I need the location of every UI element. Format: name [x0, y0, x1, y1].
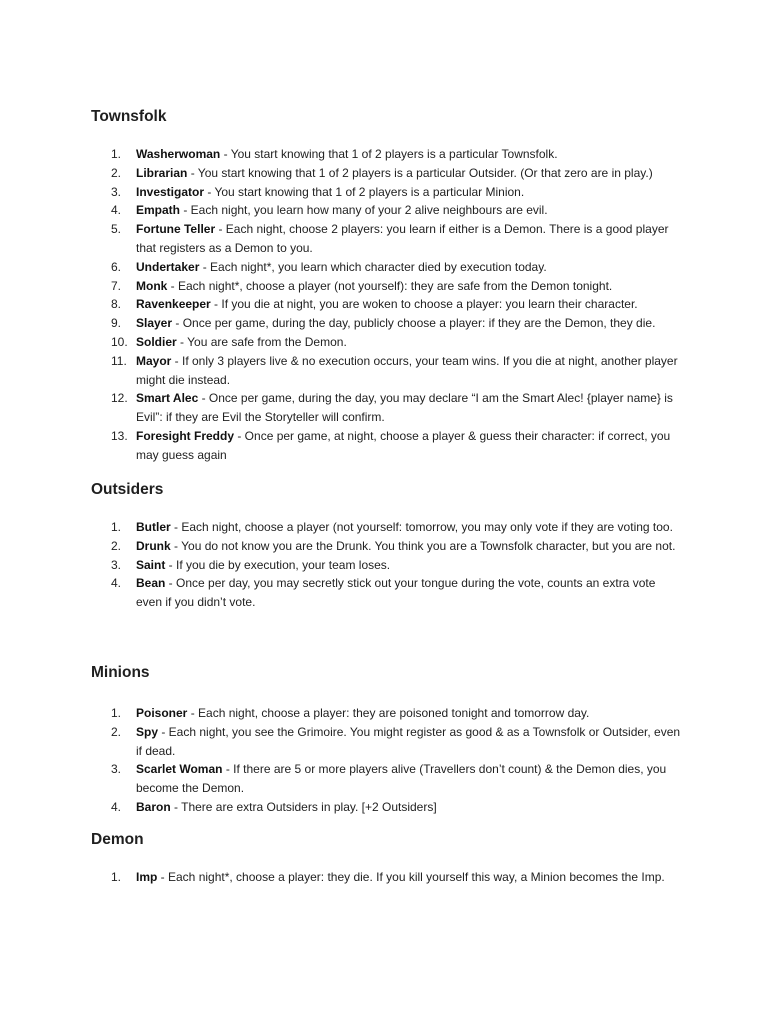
- role-list-item: [91, 389, 681, 427]
- role-description: - Each night, you learn how many of your 2 alive neighbours are evil.: [180, 203, 548, 218]
- outsiders-list: [91, 518, 691, 612]
- role-description: - You are safe from the Demon.: [176, 334, 347, 349]
- role-name: Spy: [136, 724, 159, 739]
- role-list-item: [91, 164, 681, 183]
- role-name: Baron: [136, 799, 171, 814]
- role-name: Undertaker: [136, 259, 200, 274]
- role-name: Drunk: [136, 538, 171, 553]
- role-name: Saint: [136, 557, 166, 572]
- role-name: Slayer: [136, 316, 173, 331]
- role-description: - Each night*, choose a player: they die. If you kill yourself this way, a Minion becomes the Imp.: [157, 870, 665, 884]
- list-number: 10.: [111, 334, 128, 349]
- role-description: - If you die by execution, your team loses.: [165, 557, 391, 572]
- role-description: - Each night, you see the Grimoire. You might register as good & as a Townsfolk or Outsider, even if dead.: [136, 724, 681, 758]
- demon-section: [91, 830, 691, 887]
- role-description: - Once per game, during the day, you may declare “I am the Smart Alec! {player name} is Evil”: if they are Evil the Storyteller will confirm.: [136, 391, 673, 425]
- townsfolk-section: [91, 107, 691, 465]
- role-description: - Once per day, you may secretly stick out your tongue during the vote, counts an extra vote even if you didn’t vote.: [136, 576, 656, 610]
- role-list-item: [91, 314, 681, 333]
- role-description: - If you die at night, you are woken to choose a player: you learn their character.: [210, 297, 638, 312]
- list-number: 1.: [111, 147, 122, 161]
- role-name: Soldier: [136, 334, 177, 349]
- section-heading-demon: Demon: [91, 831, 144, 848]
- role-description: - Once per game, during the day, publicly choose a player: if they are the Demon, they die.: [172, 316, 656, 331]
- role-list-item: [91, 220, 681, 258]
- list-number: 1.: [111, 870, 122, 884]
- list-number: 8.: [111, 297, 122, 312]
- section-heading-minions: Minions: [91, 664, 150, 681]
- role-name: Librarian: [136, 165, 188, 180]
- section-heading-outsiders: Outsiders: [91, 481, 164, 498]
- role-description: - Each night, choose a player: they are poisoned tonight and tomorrow day.: [187, 706, 590, 720]
- list-number: 4.: [111, 576, 122, 591]
- role-list-item: [91, 868, 681, 887]
- role-name: Mayor: [136, 353, 172, 368]
- role-name: Foresight Freddy: [136, 428, 235, 443]
- role-description: - Each night, choose 2 players: you learn if either is a Demon. There is a good player that registers as a Demon to you.: [136, 222, 669, 255]
- list-number: 2.: [111, 165, 122, 180]
- role-list-item: [91, 258, 681, 277]
- role-list-item: [91, 704, 681, 723]
- list-number: 4.: [111, 203, 122, 218]
- role-list-item: [91, 518, 681, 537]
- list-number: 4.: [111, 799, 122, 814]
- role-name: Ravenkeeper: [136, 297, 211, 312]
- role-description: - There are extra Outsiders in play. [+2 Outsiders]: [170, 799, 437, 814]
- list-number: 11.: [111, 353, 127, 368]
- role-list-item: [91, 183, 681, 202]
- section-heading-townsfolk: Townsfolk: [91, 108, 167, 125]
- list-number: 3.: [111, 762, 122, 777]
- role-description: - If there are 5 or more players alive (Travellers don’t count) & the Demon dies, you become the Demon.: [136, 762, 667, 796]
- role-list-item: [91, 295, 681, 314]
- role-list-item: [91, 333, 681, 352]
- role-list-item: [91, 145, 681, 164]
- role-description: - You start knowing that 1 of 2 players is a particular Townsfolk.: [220, 147, 558, 161]
- list-number: 1.: [111, 706, 122, 720]
- role-list-item: [91, 556, 681, 575]
- list-number: 12.: [111, 391, 128, 406]
- role-description: - Each night*, choose a player (not yourself): they are safe from the Demon tonight.: [167, 278, 613, 293]
- role-list-item: [91, 537, 681, 556]
- list-number: 3.: [111, 184, 122, 199]
- demon-list: [91, 868, 691, 887]
- list-number: 2.: [111, 724, 122, 739]
- role-description: - If only 3 players live & no execution occurs, your team wins. If you die at night, another player might die instead.: [136, 353, 678, 387]
- role-description: - You start knowing that 1 of 2 players is a particular Minion.: [204, 184, 525, 199]
- role-name: Smart Alec: [136, 391, 199, 406]
- role-name: Butler: [136, 520, 171, 534]
- minions-list: [91, 704, 691, 817]
- role-description: - Once per game, at night, choose a player & guess their character: if correct, you may guess again: [136, 428, 671, 462]
- role-name: Bean: [136, 576, 166, 591]
- list-number: 1.: [111, 520, 122, 534]
- role-list-item: [91, 427, 681, 465]
- role-list-item: [91, 201, 681, 220]
- townsfolk-list: [91, 145, 691, 465]
- role-name: Poisoner: [136, 706, 188, 720]
- role-name: Monk: [136, 278, 168, 293]
- list-number: 13.: [111, 428, 128, 443]
- role-name: Empath: [136, 203, 181, 218]
- role-name: Washerwoman: [136, 147, 221, 161]
- role-name: Investigator: [136, 184, 205, 199]
- list-number: 7.: [111, 278, 122, 293]
- role-description: - Each night*, you learn which character died by execution today.: [199, 259, 547, 274]
- minions-section: [91, 663, 691, 817]
- role-description: - You start knowing that 1 of 2 players is a particular Outsider. (Or that zero are in play.): [187, 165, 653, 180]
- list-number: 5.: [111, 222, 122, 237]
- role-list-item: [91, 723, 681, 761]
- outsiders-section: [91, 480, 691, 612]
- role-list-item: [91, 798, 681, 817]
- role-list-item: [91, 760, 681, 798]
- list-number: 2.: [111, 538, 122, 553]
- role-name: Scarlet Woman: [136, 762, 223, 777]
- role-description: - You do not know you are the Drunk. You think you are a Townsfolk character, but you are not.: [170, 538, 676, 553]
- role-list-item: [91, 352, 681, 390]
- role-name: Imp: [136, 870, 158, 884]
- role-list-item: [91, 277, 681, 296]
- role-name: Fortune Teller: [136, 222, 216, 237]
- role-description: - Each night, choose a player (not yourself: tomorrow, you may only vote if they are voting too.: [170, 520, 673, 534]
- role-list-item: [91, 574, 681, 612]
- list-number: 3.: [111, 557, 122, 572]
- list-number: 6.: [111, 259, 122, 274]
- list-number: 9.: [111, 316, 122, 331]
